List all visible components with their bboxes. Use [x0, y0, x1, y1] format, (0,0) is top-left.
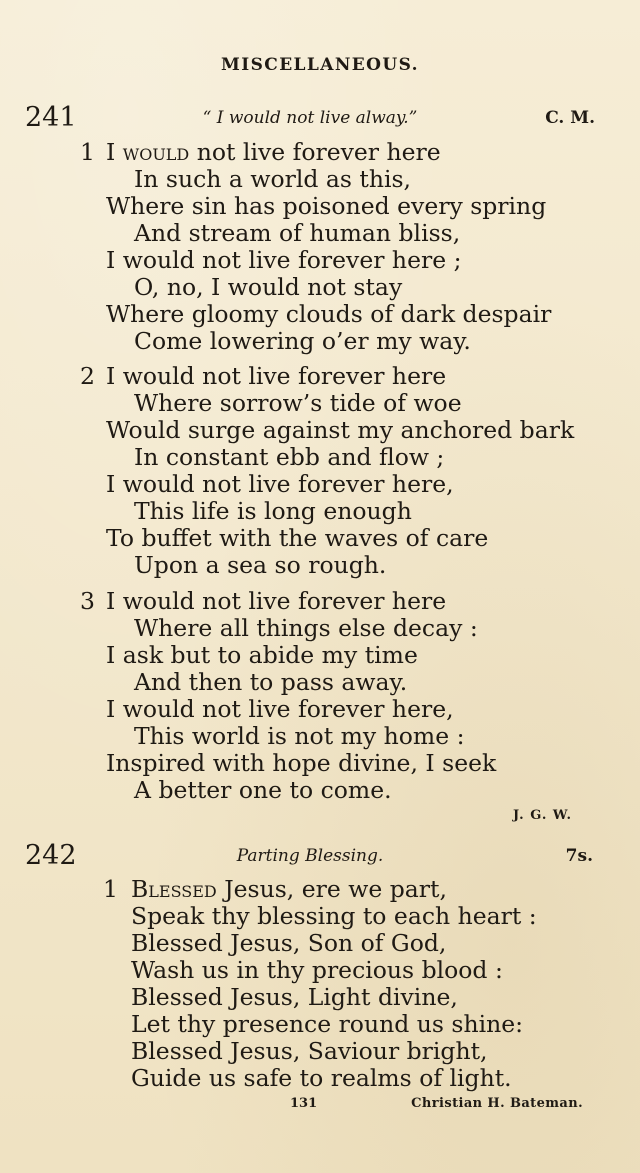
hymn-header — [25, 840, 595, 872]
verse-line: This world is not my home : — [134, 722, 465, 750]
verse-line: In such a world as this, — [134, 165, 412, 193]
hymn-author: J. G. W. — [513, 808, 572, 823]
verse-lead: I would — [106, 138, 190, 166]
footer-author: Christian H. Bateman. — [411, 1096, 583, 1111]
verse-line: Where gloomy clouds of dark despair — [106, 300, 552, 328]
verse-line: Would surge against my anchored bark — [106, 416, 575, 444]
verse-line: I would not live forever here ; — [106, 246, 462, 274]
verse-line: Upon a sea so rough. — [134, 551, 387, 579]
section-title: MISCELLANEOUS. — [221, 55, 419, 75]
verse-line: I would not live forever here, — [106, 695, 454, 723]
verse-line: Inspired with hope divine, I seek — [106, 749, 497, 777]
verse-line: Come lowering o’er my way. — [134, 327, 471, 355]
verse-line — [106, 139, 441, 166]
verse-number: 1 — [103, 875, 118, 903]
verse-lead: Blessed — [131, 875, 217, 903]
hymn-meter: C. M. — [545, 108, 595, 128]
verse-line: Blessed Jesus, Light divine, — [131, 983, 458, 1011]
verse-line: Where sorrow’s tide of woe — [134, 389, 462, 417]
verse-line: Blessed Jesus, Son of God, — [131, 929, 447, 957]
hymn-number: 242 — [25, 840, 77, 871]
verse-line: This life is long enough — [134, 497, 412, 525]
verse-line: And then to pass away. — [134, 668, 408, 696]
verse-number: 2 — [80, 362, 95, 390]
verse-line: Wash us in thy precious blood : — [131, 956, 503, 984]
verse-line: Blessed Jesus, Saviour bright, — [131, 1037, 488, 1065]
verse-line: I would not live forever here — [106, 587, 447, 615]
hymn-title: “ I would not live alway.” — [202, 108, 418, 128]
verse-text: Jesus, ere we part, — [216, 875, 447, 903]
hymn-number: 241 — [25, 102, 77, 133]
hymn-header — [25, 102, 595, 134]
verse-line: Speak thy blessing to each heart : — [131, 902, 537, 930]
verse-line: Where all things else decay : — [134, 614, 478, 642]
verse-line: I would not live forever here — [106, 362, 447, 390]
verse-line: A better one to come. — [134, 776, 392, 804]
verse-line: I ask but to abide my time — [106, 641, 418, 669]
verse-line: Guide us safe to realms of light. — [131, 1064, 512, 1092]
verse-line: O, no, I would not stay — [134, 273, 403, 301]
verse-line: And stream of human bliss, — [134, 219, 461, 247]
verse-line: To buffet with the waves of care — [106, 524, 489, 552]
verse-line — [131, 876, 447, 903]
page-number: 131 — [290, 1096, 318, 1111]
verse-line: Let thy presence round us shine: — [131, 1010, 524, 1038]
page-footer — [0, 1094, 640, 1118]
verse-text: not live forever here — [189, 138, 441, 166]
verse-number: 1 — [80, 138, 95, 166]
verse-line: In constant ebb and flow ; — [134, 443, 445, 471]
verse-line: I would not live forever here, — [106, 470, 454, 498]
verse-number: 3 — [80, 587, 95, 615]
hymn-title: Parting Blessing. — [236, 846, 384, 866]
hymn-meter: 7s. — [565, 846, 593, 866]
verse-line: Where sin has poisoned every spring — [106, 192, 547, 220]
